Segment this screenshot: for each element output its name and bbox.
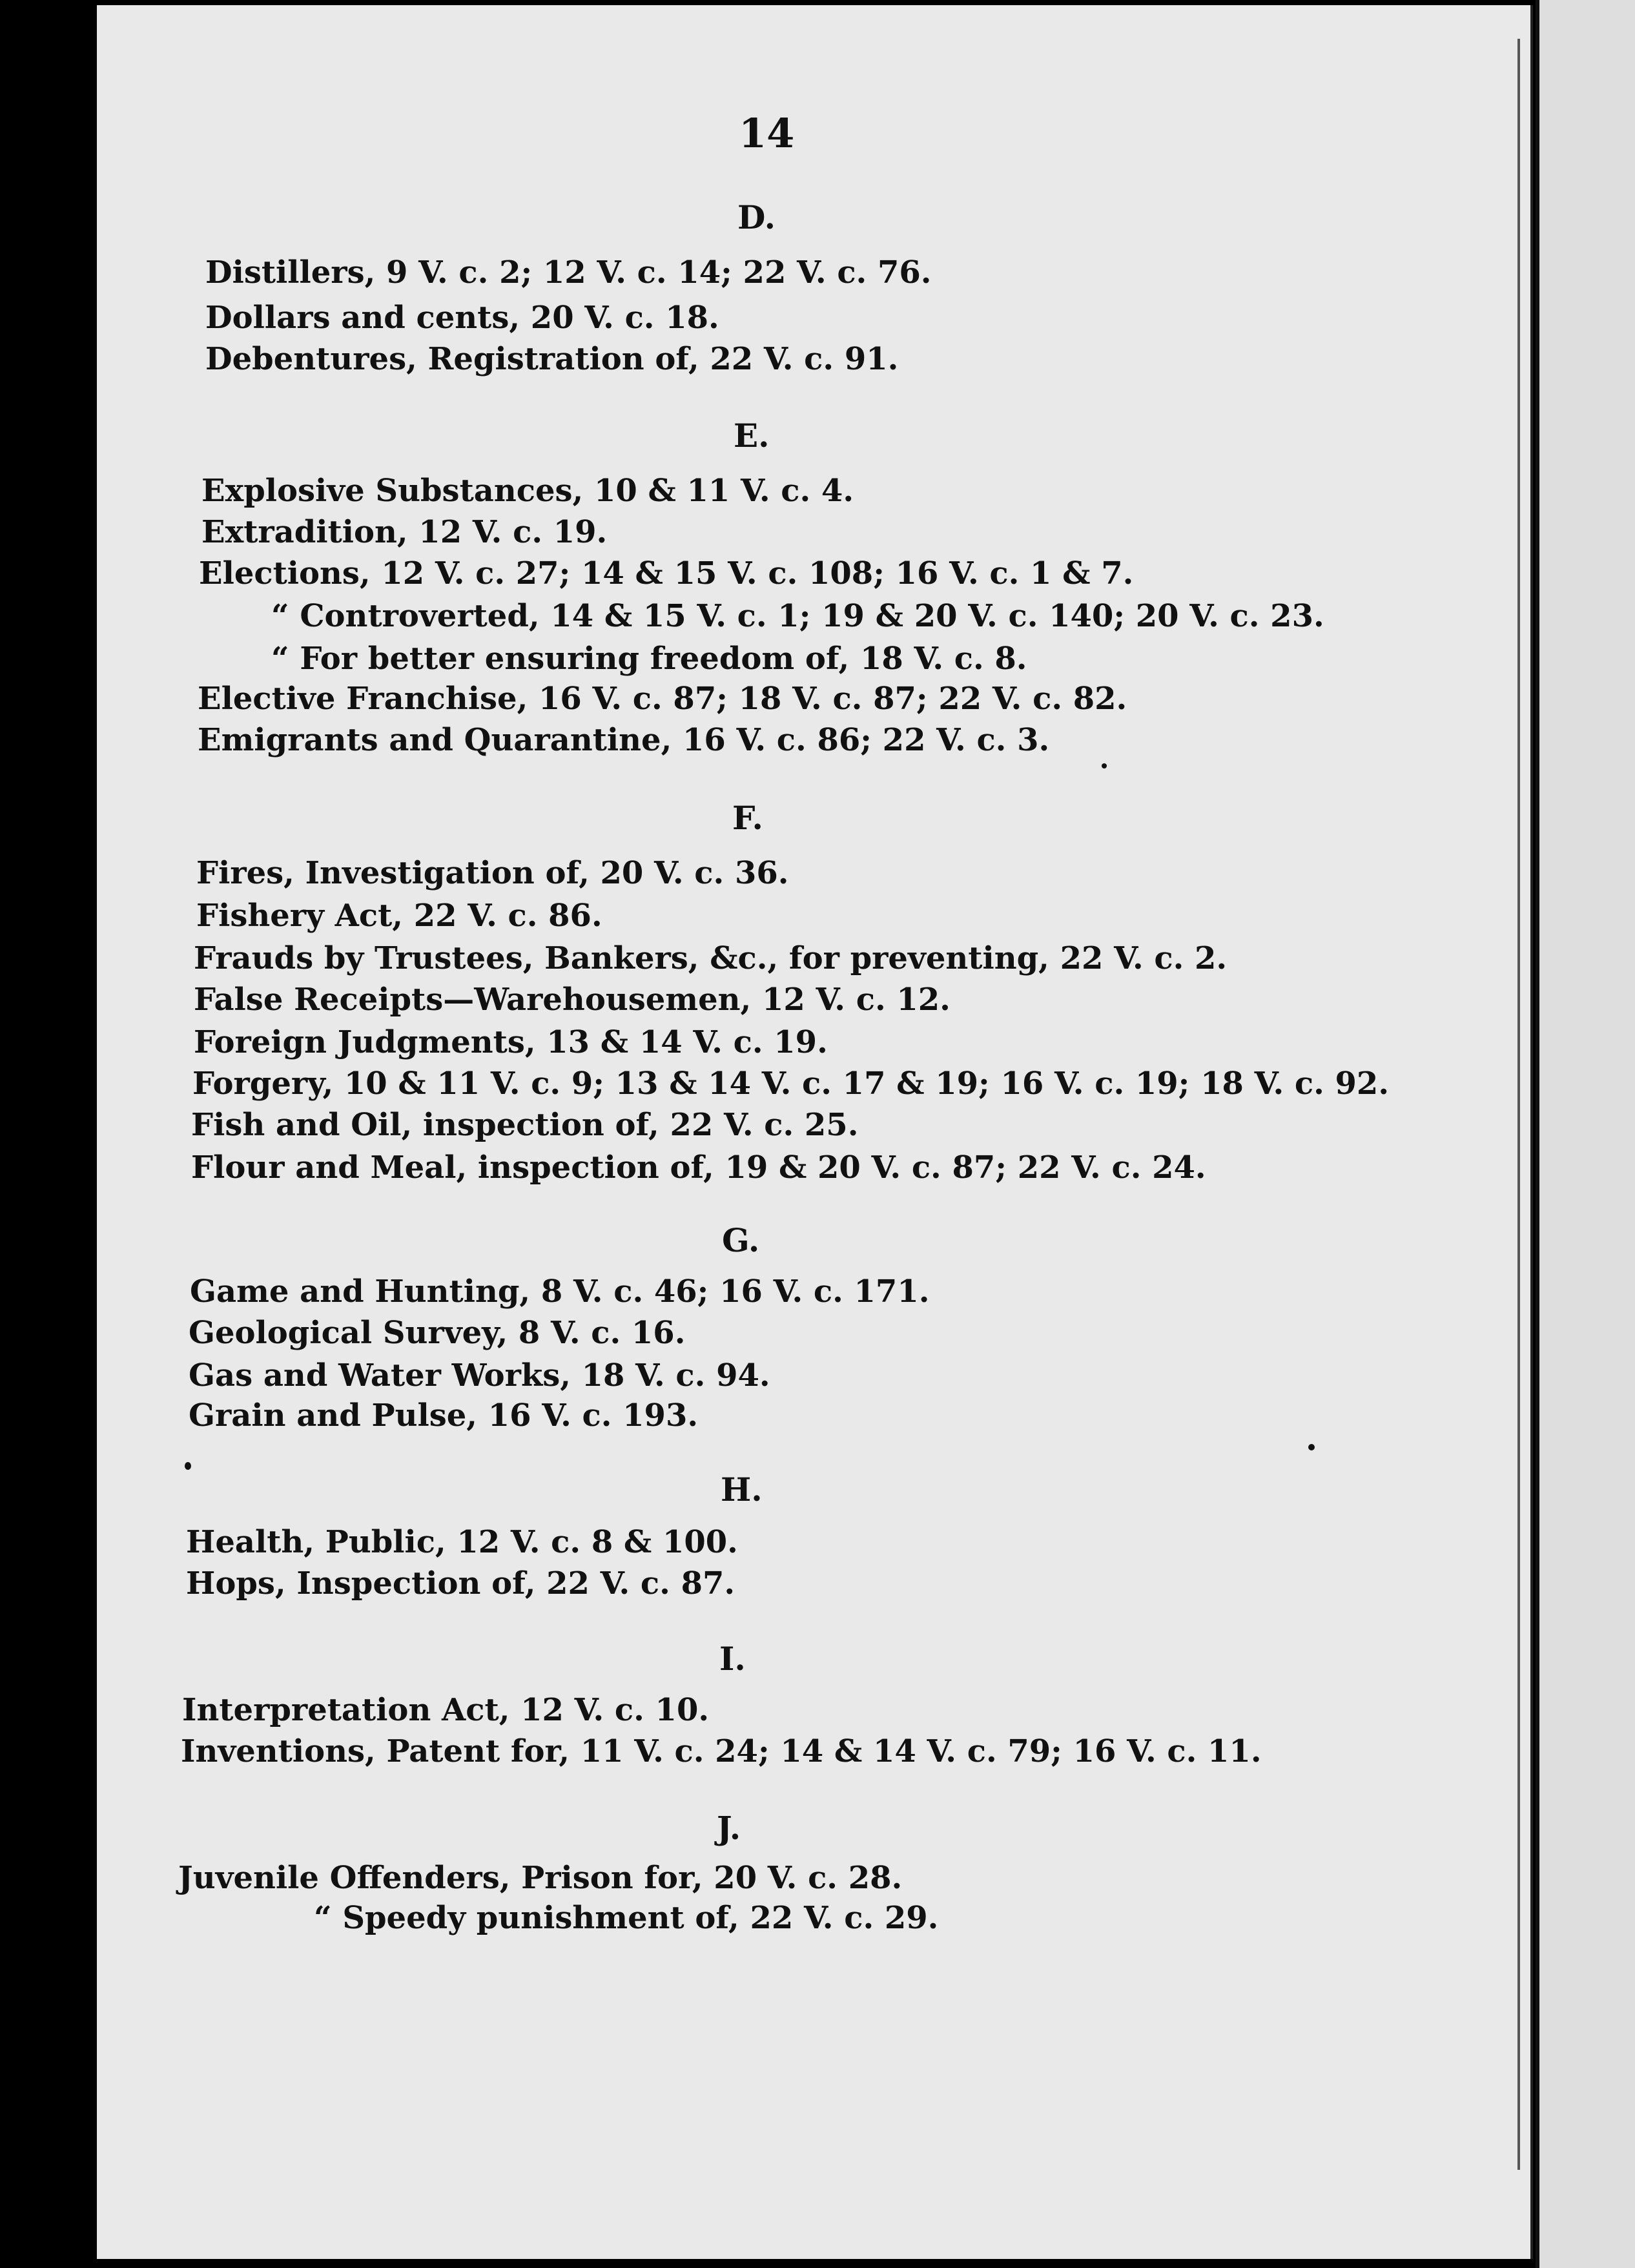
page-number: 14 bbox=[739, 110, 795, 157]
index-entry: Inventions, Patent for, 11 V. c. 24; 14 & 14 V. c. 79; 16 V. c. 11. bbox=[181, 1733, 1262, 1769]
adjacent-page-edge bbox=[1536, 0, 1635, 2268]
index-subentry: “ For better ensuring freedom of, 18 V. c. 8. bbox=[271, 641, 1027, 677]
index-entry: False Receipts—Warehousemen, 12 V. c. 12. bbox=[194, 982, 951, 1018]
index-entry: Flour and Meal, inspection of, 19 & 20 V. c. 87; 22 V. c. 24. bbox=[191, 1149, 1206, 1186]
index-subentry: “ Speedy punishment of, 22 V. c. 29. bbox=[314, 1900, 939, 1936]
index-entry: Grain and Pulse, 16 V. c. 193. bbox=[189, 1397, 699, 1434]
index-entry: Game and Hunting, 8 V. c. 46; 16 V. c. 171. bbox=[190, 1273, 930, 1310]
section-heading-f: F. bbox=[732, 799, 763, 837]
index-entry: Emigrants and Quarantine, 16 V. c. 86; 22 V. c. 3. bbox=[198, 722, 1050, 758]
index-entry: Juvenile Offenders, Prison for, 20 V. c. 28. bbox=[178, 1860, 903, 1896]
section-heading-g: G. bbox=[722, 1221, 760, 1259]
index-entry: Fishery Act, 22 V. c. 86. bbox=[196, 898, 602, 934]
index-entry: Distillers, 9 V. c. 2; 12 V. c. 14; 22 V. c. 76. bbox=[205, 254, 932, 291]
index-entry: Extradition, 12 V. c. 19. bbox=[201, 514, 608, 550]
section-heading-d: D. bbox=[737, 198, 776, 236]
index-entry: Explosive Substances, 10 & 11 V. c. 4. bbox=[201, 473, 854, 509]
index-entry: Elections, 12 V. c. 27; 14 & 15 V. c. 108; 16 V. c. 1 & 7. bbox=[199, 555, 1134, 592]
index-entry: Fires, Investigation of, 20 V. c. 36. bbox=[196, 855, 789, 891]
index-entry: Fish and Oil, inspection of, 22 V. c. 25. bbox=[191, 1107, 859, 1143]
section-heading-i: I. bbox=[719, 1640, 746, 1678]
index-entry: Interpretation Act, 12 V. c. 10. bbox=[182, 1692, 710, 1728]
index-entry: Elective Franchise, 16 V. c. 87; 18 V. c. 87; 22 V. c. 82. bbox=[198, 681, 1127, 717]
index-entry: Foreign Judgments, 13 & 14 V. c. 19. bbox=[194, 1024, 828, 1060]
section-heading-j: J. bbox=[717, 1809, 741, 1847]
index-entry: Dollars and cents, 20 V. c. 18. bbox=[205, 300, 719, 336]
index-entry: Forgery, 10 & 11 V. c. 9; 13 & 14 V. c. 17 & 19; 16 V. c. 19; 18 V. c. 92. bbox=[192, 1066, 1390, 1102]
ink-speck bbox=[1102, 763, 1107, 768]
index-entry: Geological Survey, 8 V. c. 16. bbox=[189, 1315, 686, 1351]
index-entry: Frauds by Trustees, Bankers, &c., for preventing, 22 V. c. 2. bbox=[194, 940, 1228, 976]
index-entry: Hops, Inspection of, 22 V. c. 87. bbox=[186, 1565, 735, 1602]
index-entry: Debentures, Registration of, 22 V. c. 91. bbox=[205, 341, 899, 377]
ink-speck bbox=[185, 1462, 191, 1470]
ink-speck bbox=[1308, 1444, 1315, 1450]
section-heading-e: E. bbox=[734, 417, 770, 455]
section-heading-h: H. bbox=[721, 1470, 763, 1509]
index-entry: Gas and Water Works, 18 V. c. 94. bbox=[189, 1357, 770, 1394]
index-entry: Health, Public, 12 V. c. 8 & 100. bbox=[186, 1524, 738, 1560]
index-subentry: “ Controverted, 14 & 15 V. c. 1; 19 & 20 V. c. 140; 20 V. c. 23. bbox=[271, 598, 1324, 634]
page-fold-line bbox=[1517, 39, 1520, 2170]
